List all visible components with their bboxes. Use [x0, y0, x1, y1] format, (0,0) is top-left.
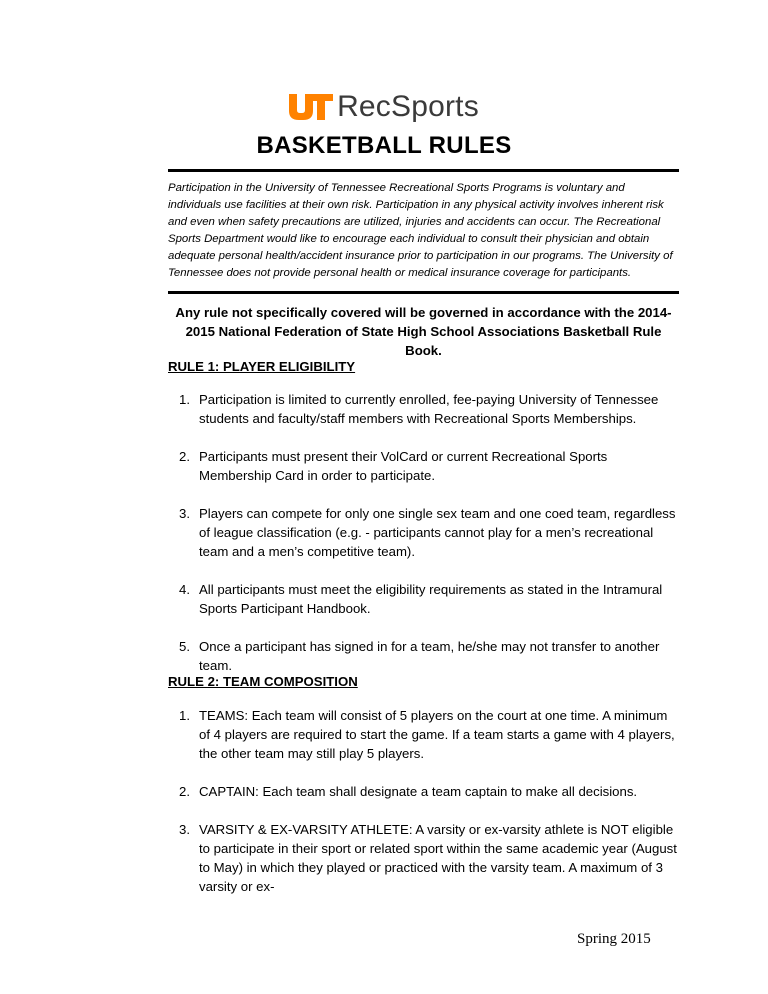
rule-2-heading: RULE 2: TEAM COMPOSITION	[168, 674, 358, 689]
rule-2-item	[168, 706, 679, 763]
rule-1-heading: RULE 1: PLAYER ELIGIBILITY	[168, 359, 356, 374]
item-number: 1.	[179, 392, 190, 407]
governance-statement: Any rule not specifically covered will be governed in accordance with the 2014-2015 National Federation of State High School Associations Basketball Rule Book.	[175, 305, 672, 358]
rule-2-item	[168, 820, 679, 896]
recsports-logo	[0, 86, 768, 128]
document-title: BASKETBALL RULES	[256, 132, 512, 159]
rule-2-item	[168, 782, 679, 801]
item-text: Players can compete for only one single sex team and one coed team, regardless of league classification (e.g. - participants cannot play for a men’s recreational team and a men’s competitive team).	[199, 506, 676, 559]
item-text: Once a participant has signed in for a team, he/she may not transfer to another team.	[199, 639, 660, 673]
item-number: 3.	[179, 822, 190, 837]
rule-1-item	[168, 447, 679, 485]
item-number: 5.	[179, 639, 190, 654]
item-text: TEAMS: Each team will consist of 5 players on the court at one time. A minimum of 4 players are required to start the game. If a team starts a game with 4 players, the other team may still play 5 players.	[199, 708, 675, 761]
ut-logo-mark	[289, 94, 333, 120]
rule-1-item	[168, 390, 679, 428]
rule-1-item	[168, 637, 679, 675]
item-number: 3.	[179, 506, 190, 521]
top-divider	[168, 169, 679, 172]
item-text: CAPTAIN: Each team shall designate a team captain to make all decisions.	[199, 784, 638, 799]
item-number: 2.	[179, 784, 190, 799]
logo-text: RecSports	[337, 90, 479, 123]
item-text: VARSITY & EX-VARSITY ATHLETE: A varsity or ex-varsity athlete is NOT eligible to participate in their sport or related sport within the same academic year (August to May) in which they played or practiced with the varsity team. A maximum of 3 varsity or ex-	[199, 822, 677, 894]
bottom-divider	[168, 291, 679, 294]
item-text: All participants must meet the eligibility requirements as stated in the Intramural Sports Participant Handbook.	[199, 582, 663, 616]
rule-1-item	[168, 580, 679, 618]
item-number: 4.	[179, 582, 190, 597]
item-text: Participants must present their VolCard or current Recreational Sports Membership Card in order to participate.	[199, 449, 608, 483]
item-text: Participation is limited to currently enrolled, fee-paying University of Tennessee students and faculty/staff members with Recreational Sports Memberships.	[199, 392, 659, 426]
footer-date: Spring 2015	[577, 931, 651, 947]
item-number: 1.	[179, 708, 190, 723]
rule-1-item	[168, 504, 679, 561]
item-number: 2.	[179, 449, 190, 464]
disclaimer-text: Participation in the University of Tennessee Recreational Sports Programs is voluntary and individuals use facilities at their own risk. Participation in any physical activity involves inherent risk and even when safety precautions are utilized, injuries and accidents can occur. The Recreational Sports Department would like to encourage each individual to consult their physician and obtain adequate personal health/accident insurance prior to participation in our programs. The University of Tennessee does not provide personal health or medical insurance coverage for participants.	[168, 182, 673, 279]
